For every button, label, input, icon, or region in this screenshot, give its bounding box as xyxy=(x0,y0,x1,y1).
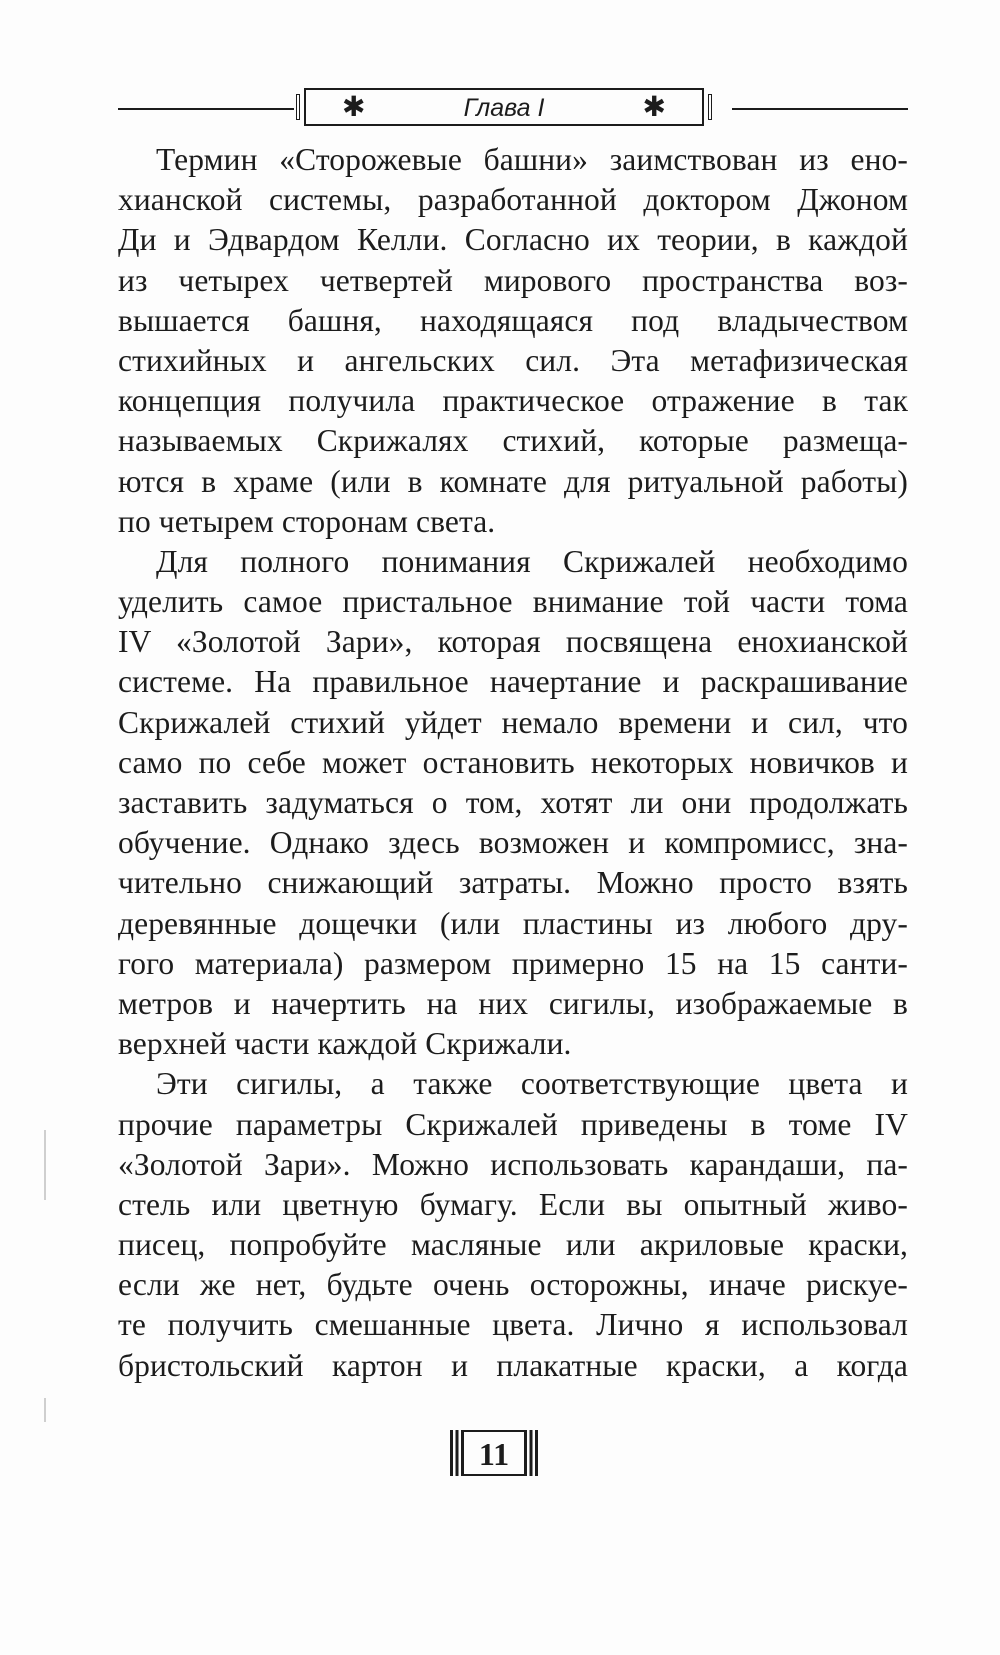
text-line: IV «Золотой Зари», которая посвящена енохианской xyxy=(118,624,908,660)
text-line: гого материала) размером примерно 15 на 15 санти- xyxy=(118,945,908,981)
text-line: называемых Скрижалях стихий, которые размеща- xyxy=(118,423,908,459)
asterisk-ornament-icon: ✱ xyxy=(342,90,366,123)
text-line: из четырех четвертей мирового пространства воз- xyxy=(118,262,908,298)
text-line: по четырем сторонам света. xyxy=(118,503,496,539)
text-line: метров и начертить на них сигилы, изображаемые в xyxy=(118,985,908,1021)
text-line: чительно снижающий затраты. Можно просто взять xyxy=(118,865,908,901)
running-header xyxy=(118,82,908,132)
text-line: прочие параметры Скрижалей приведены в томе IV xyxy=(118,1106,908,1142)
text-line: заставить задуматься о том, хотят ли они продолжать xyxy=(118,785,908,820)
text-line: деревянные дощечки (или пластины из любого дру- xyxy=(118,905,908,941)
text-line: хианской системы, разработанной доктором Джоном xyxy=(118,182,908,218)
text-line: Эти сигилы, а также соответствующие цвета и xyxy=(156,1066,908,1102)
scan-edge-mark xyxy=(44,1398,46,1422)
text-line: уделить самое пристальное внимание той части тома xyxy=(118,584,908,620)
chapter-title: Глава I xyxy=(463,94,545,122)
page-number-frame xyxy=(450,1430,538,1476)
paragraph xyxy=(118,1064,908,1386)
text-line: само по себе может остановить некоторых новичков и xyxy=(118,744,908,780)
text-line: если же нет, будьте очень осторожны, иначе рискуе- xyxy=(118,1267,908,1303)
text-line: стихийных и ангельских сил. Эта метафизическая xyxy=(118,342,908,378)
asterisk-ornament-icon: ✱ xyxy=(642,90,666,123)
text-line: «Золотой Зари». Можно использовать карандаши, па- xyxy=(118,1146,908,1182)
text-line: Для полного понимания Скрижалей необходимо xyxy=(156,543,908,579)
text-line: системе. На правильное начертание и раскрашивание xyxy=(118,664,908,700)
chapter-header-box xyxy=(304,88,704,126)
text-line: писец, попробуйте масляные или акриловые краски, xyxy=(118,1227,908,1263)
text-line: верхней части каждой Скрижали. xyxy=(118,1026,572,1062)
text-line: вышается башня, находящаяся под владычеством xyxy=(118,302,908,338)
text-line: бристольский картон и плакатные краски, а когда xyxy=(118,1347,908,1383)
page-number-border xyxy=(464,1430,524,1476)
text-line: стель или цветную бумагу. Если вы опытный живо- xyxy=(118,1186,908,1222)
text-line: Ди и Эдвардом Келли. Согласно их теории, в каждой xyxy=(118,222,908,258)
text-line: концепция получила практическое отражение в так xyxy=(118,383,908,419)
text-line: Термин «Сторожевые башни» заимствован из ено- xyxy=(156,142,908,177)
header-rule-right xyxy=(732,108,908,110)
paragraph xyxy=(118,140,908,542)
page-number-ornament-right xyxy=(524,1430,538,1476)
page-number: 11 xyxy=(478,1436,510,1472)
text-line: обучение. Однако здесь возможен и компромисс, зна- xyxy=(118,825,908,861)
header-rule-left xyxy=(118,108,294,110)
text-line: Скрижалей стихий уйдет немало времени и сил, что xyxy=(118,704,908,740)
body-text xyxy=(118,140,908,1386)
scan-edge-mark xyxy=(44,1130,46,1200)
text-line: ются в храме (или в комнате для ритуальной работы) xyxy=(118,463,908,499)
page-number-ornament-left xyxy=(450,1430,464,1476)
text-line: те получить смешанные цвета. Лично я использовал xyxy=(118,1307,908,1343)
paragraph xyxy=(118,542,908,1064)
